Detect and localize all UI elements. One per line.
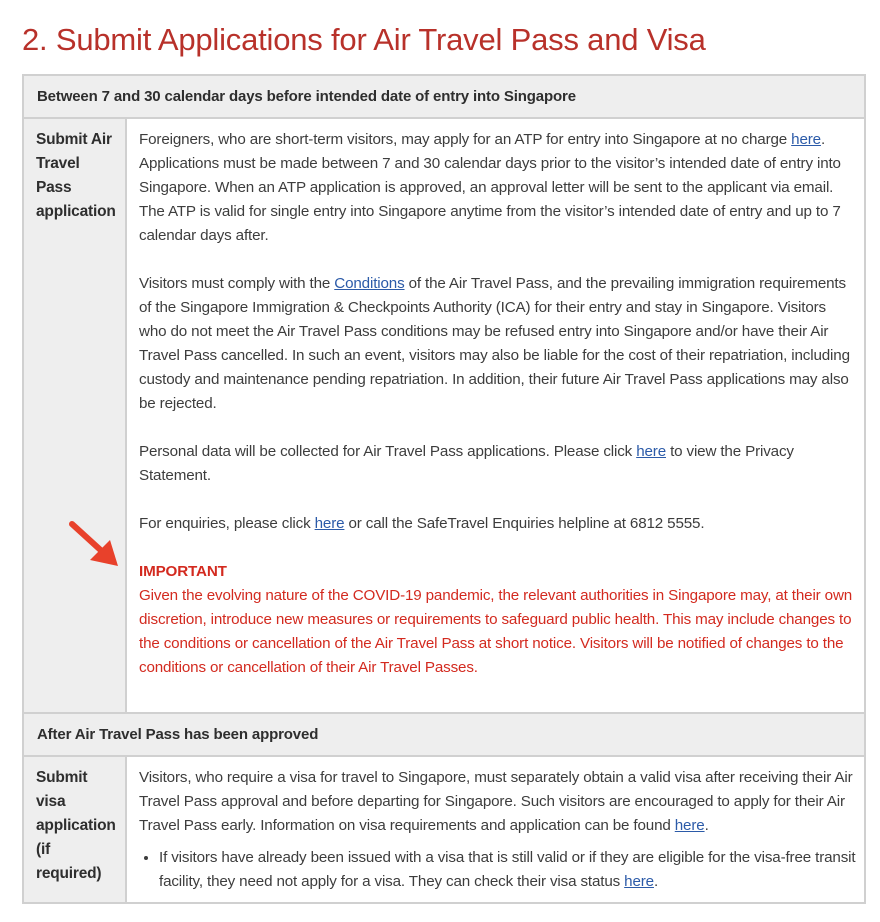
- list-item: • If visitors have already been issued with a visa that is still valid or if they are eligible for the visa-free transit facility, they need not apply for a visa. They can check their visa status here.: [159, 846, 856, 894]
- section-header-before-entry: Between 7 and 30 calendar days before intended date of entry into Singapore: [24, 76, 864, 119]
- important-notice: Given the evolving nature of the COVID-19 pandemic, the relevant authorities in Singapore may, at their own discretion, introduce new measures or requirements to safeguard public health. This may include changes to the conditions or cancellation of the Air Travel Pass at short notice. Visitors will be notified of changes to the conditions or cancellation of their Air Travel Passes.: [139, 587, 853, 676]
- row-submit-atp: [24, 119, 864, 712]
- travel-pass-table: [22, 74, 866, 904]
- visa-bullet-list: [139, 846, 856, 894]
- privacy-statement-link[interactable]: here: [636, 443, 666, 460]
- atp-apply-link[interactable]: here: [791, 131, 821, 148]
- paragraph-enquiries: For enquiries, please click here or call the SafeTravel Enquiries helpline at 6812 5555.: [139, 515, 705, 532]
- visa-status-link[interactable]: here: [624, 873, 654, 890]
- important-title: IMPORTANT: [139, 563, 227, 580]
- visa-requirements-link[interactable]: here: [674, 817, 705, 834]
- row-content-submit-visa: [127, 757, 864, 902]
- row-label-submit-atp: Submit Air Travel Pass application: [24, 119, 127, 712]
- paragraph-privacy: Personal data will be collected for Air Travel Pass applications. Please click here to view the Privacy Statement.: [139, 443, 794, 484]
- row-label-submit-visa: Submit visa application (if required): [24, 757, 127, 902]
- section-header-after-approval: After Air Travel Pass has been approved: [24, 712, 864, 757]
- paragraph-atp-intro: Foreigners, who are short-term visitors, may apply for an ATP for entry into Singapore at no charge here. Applications must be made between 7 and 30 calendar days prior to the visitor’s intended date of entry into Singapore. When an ATP application is approved, an approval letter will be sent to the applicant via email. The ATP is valid for single entry into Singapore anytime from the visitor’s intended date of entry and up to 7 calendar days after.: [139, 131, 841, 244]
- paragraph-conditions: Visitors must comply with the Conditions of the Air Travel Pass, and the prevailing immigration requirements of the Singapore Immigration & Checkpoints Authority (ICA) for their entry and stay in Singapore. Visitors who do not meet the Air Travel Pass conditions may be refused entry into Singapore and/or have their Air Travel Pass cancelled. In such an event, visitors may also be liable for the cost of their repatriation, including custody and maintenance pending repatriation. In addition, their future Air Travel Pass applications may also be rejected.: [139, 275, 850, 412]
- red-arrow-icon: [66, 518, 126, 570]
- conditions-link[interactable]: Conditions: [334, 275, 405, 292]
- row-content-submit-atp: [127, 119, 864, 712]
- enquiries-link[interactable]: here: [314, 515, 345, 532]
- paragraph-visa-info: Visitors, who require a visa for travel to Singapore, must separately obtain a valid visa after receiving their Air Travel Pass approval and before departing for Singapore. Such visitors are encouraged to apply for their Air Travel Pass early. Information on visa requirements and application can be found here.: [139, 769, 853, 834]
- row-submit-visa: [24, 757, 864, 902]
- page-title: 2. Submit Applications for Air Travel Pass and Visa: [22, 22, 706, 57]
